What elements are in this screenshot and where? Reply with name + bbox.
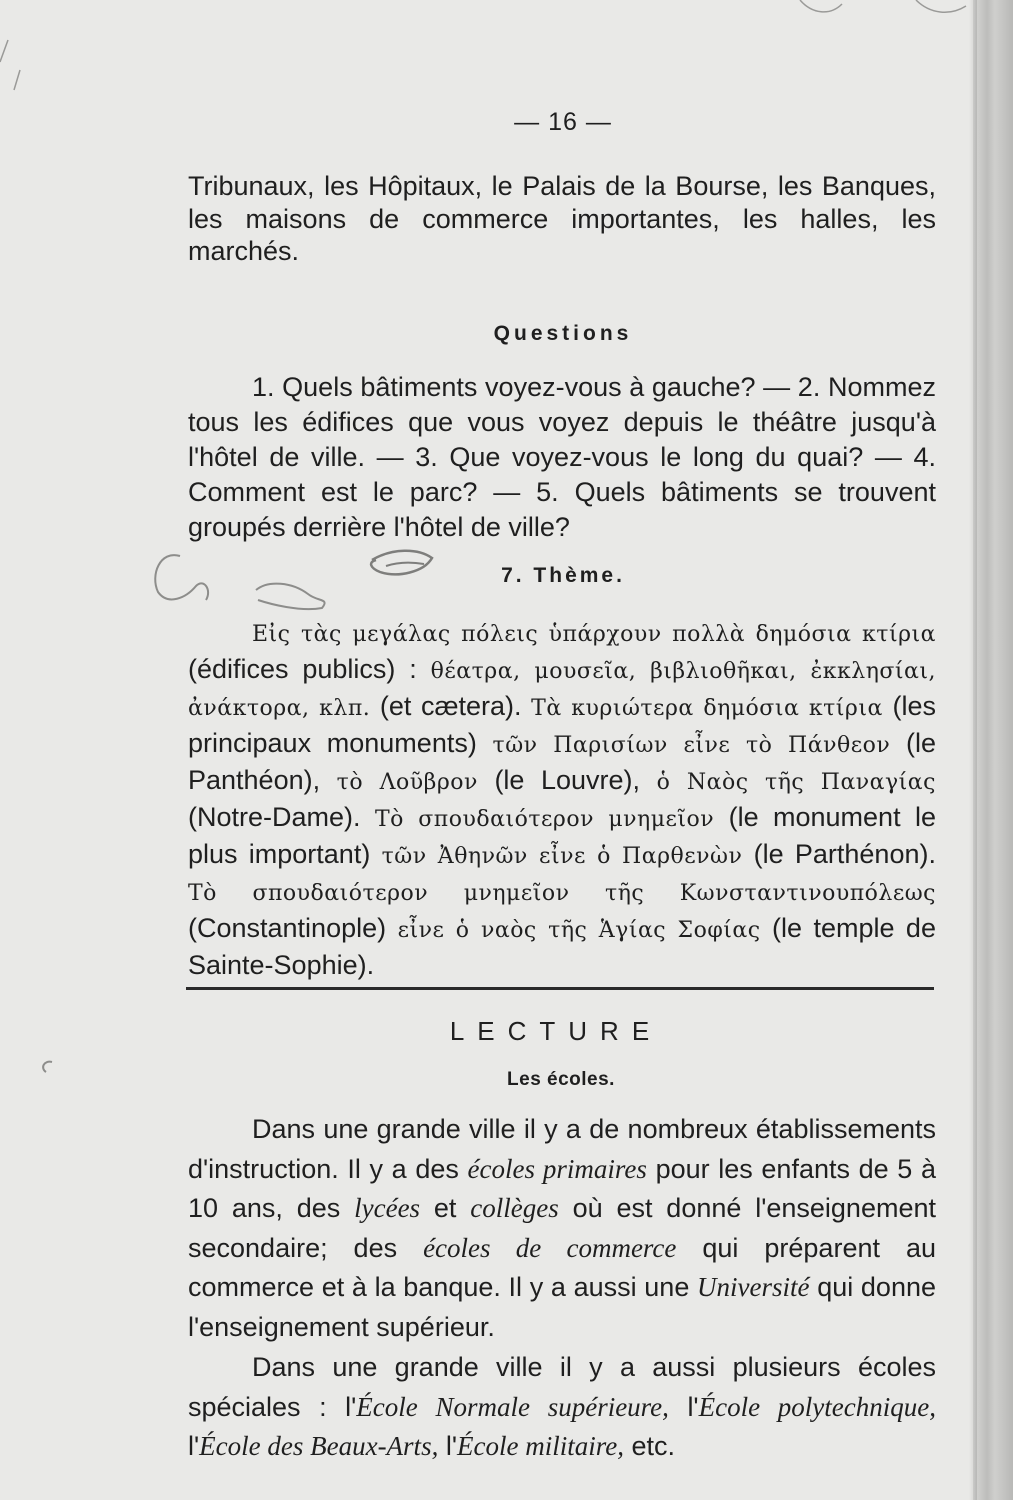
lecture-subtitle: Les écoles. — [507, 1069, 615, 1090]
greek-text: Τὰ κυριώτερα δημόσια κτίρια — [531, 696, 883, 721]
french-gloss: (le Louvre), — [494, 765, 641, 795]
greek-text: εἶνε ὁ ναὸς τῆς Ἁγίας Σοφίας — [397, 918, 761, 943]
italic-term: École Normale supérieure, — [356, 1391, 669, 1422]
text-run: l' — [445, 1431, 457, 1461]
questions-heading: Questions — [493, 322, 633, 345]
text-run: pour les enfants de 5 à 10 ans, des — [188, 1153, 936, 1223]
lecture-paragraph-2 — [188, 1348, 936, 1467]
italic-term: Université — [697, 1272, 810, 1302]
text-run: qui préparent au commerce et à la banque. Il y a aussi une — [188, 1232, 936, 1302]
text-run: l' — [687, 1391, 699, 1422]
section-divider — [186, 987, 934, 990]
french-gloss: (les principaux monuments) — [188, 691, 936, 758]
pencil-top-mark-2 — [916, 0, 966, 12]
theme-paragraph — [188, 615, 936, 982]
greek-text: τῶν Παρισίων εἶνε τὸ Πάνθεον — [492, 733, 891, 758]
lecture-title: LECTURE — [449, 1016, 663, 1046]
text-run: Dans une grande ville il y a aussi plusieurs écoles spéciales : l' — [188, 1352, 936, 1422]
greek-text: Τὸ σπουδαιότερον μνημεῖον τῆς Κωνσταντινουπόλεως — [188, 881, 936, 906]
italic-term: écoles de commerce — [423, 1232, 677, 1263]
intro-paragraph: Tribunaux, les Hôpitaux, le Palais de la Bourse, les Banques, les maisons de commerce importantes, les halles, les marchés. — [188, 171, 936, 266]
italic-term: École militaire, — [457, 1431, 624, 1461]
questions-paragraph: 1. Quels bâtiments voyez-vous à gauche? — 2. Nommez tous les édifices que vous voyez depuis le théâtre jusqu'à l'hôtel de ville. — 3. Que voyez-vous le long du quai? — 4. Comment est le parc? — 5. Quels bâtiments se trouvent groupés derrière l'hôtel de ville? — [188, 372, 936, 542]
french-gloss: (édifices publics) : — [188, 654, 417, 684]
text-run: où est donné l'enseignement secondaire; des — [188, 1193, 936, 1263]
greek-text: τῶν Ἀθηνῶν εἶνε ὁ Παρθενὼν — [381, 844, 743, 869]
italic-term: collèges — [470, 1193, 559, 1223]
page-number: — 16 — — [514, 108, 612, 136]
italic-term: lycées — [354, 1193, 421, 1223]
italic-term: École polytechnique, — [698, 1391, 936, 1422]
greek-text: τὸ Λοῦβρον — [336, 770, 478, 795]
french-gloss: (Notre-Dame). — [188, 802, 361, 832]
greek-text: θέατρα, μουσεῖα, βιβλιοθῆκαι, ἐκκλησίαι, ἀνάκτορα, κλπ. — [188, 659, 936, 721]
text-run: Dans une grande ville il y a de nombreux établissements d'instruction. Il y a des — [188, 1114, 936, 1184]
french-gloss: (le Parthénon). — [753, 839, 936, 869]
greek-text: Εἰς τὰς μεγάλας πόλεις ὑπάρχουν πολλὰ δημόσια κτίρια — [252, 622, 936, 647]
greek-text: ὁ Ναὸς τῆς Παναγίας — [656, 770, 936, 795]
french-gloss: (et cætera). — [379, 691, 522, 721]
italic-term: École des Beaux-Arts, — [199, 1431, 439, 1461]
text-run: l' — [188, 1431, 200, 1461]
text-run: et — [433, 1193, 457, 1223]
theme-heading: 7. Thème. — [501, 564, 625, 587]
text-run: qui donne l'enseignement supérieur. — [188, 1272, 936, 1342]
pencil-margin-marks — [0, 40, 20, 90]
page-fold — [969, 0, 977, 1500]
greek-text: Τὸ σπουδαιότερον μνημεῖον — [374, 807, 715, 832]
french-gloss: (le temple de Sainte-Sophie). — [188, 913, 936, 980]
lecture-paragraph-1 — [188, 1110, 936, 1347]
page-edge-shadow — [973, 0, 1013, 1500]
french-gloss: (Constantinople) — [188, 913, 387, 943]
italic-term: écoles primaires — [467, 1153, 647, 1184]
french-gloss: (le monument le plus important) — [188, 802, 936, 869]
pencil-top-mark — [800, 0, 842, 12]
french-gloss: (le Panthéon), — [188, 728, 936, 795]
text-run: etc. — [631, 1431, 676, 1461]
